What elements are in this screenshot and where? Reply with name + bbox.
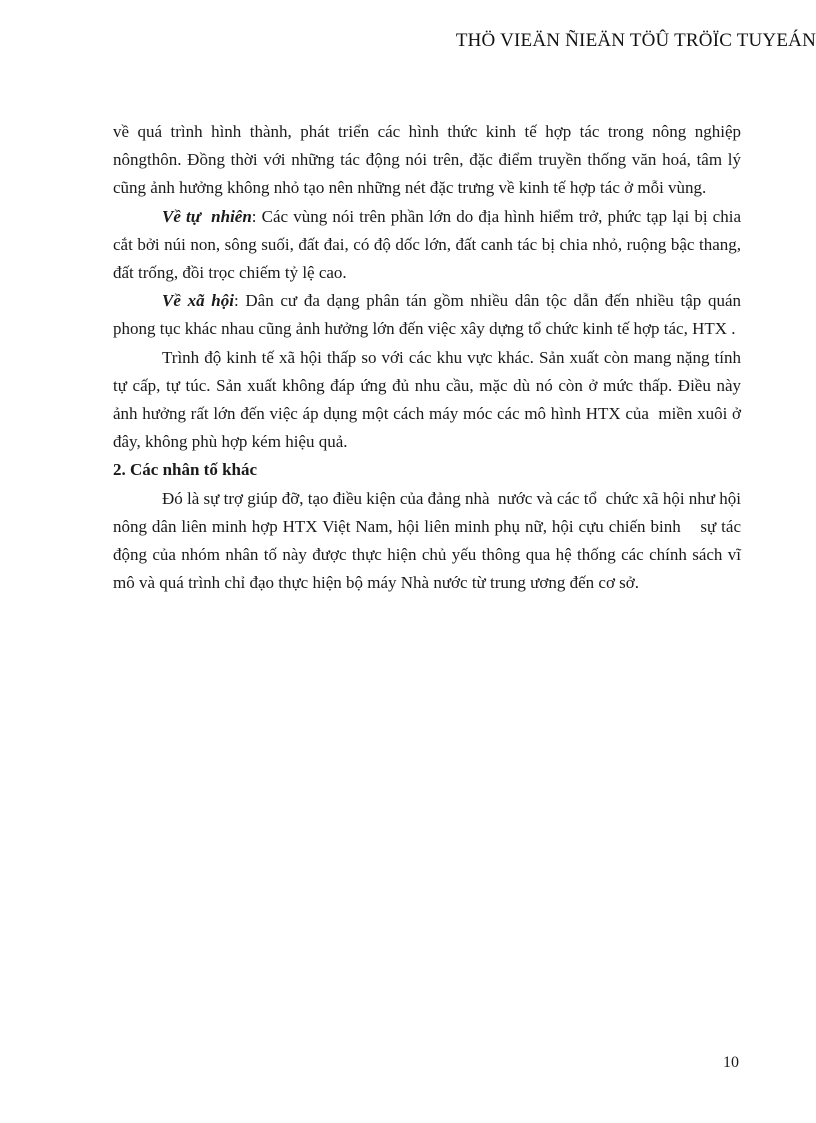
paragraph-social bbox=[113, 287, 741, 343]
paragraph-natural bbox=[113, 203, 741, 288]
paragraph-text-natural: : Các vùng nói trên phần lớn do địa hình hiểm trở, phức tạp lại bị chia cắt bởi núi non, sông suối, đất đai, có độ dốc lớn, đất canh tác bị chia nhỏ, ruộng bậc thang, đất trống, đồi trọc chiếm tỷ lệ cao. bbox=[113, 206, 741, 283]
paragraph-continuation: về quá trình hình thành, phát triển các hình thức kinh tế hợp tác trong nông nghiệp nôngthôn. Đồng thời với những tác động nói trên, đặc điểm truyền thống văn hoá, tâm lý cũng ảnh hưởng không nhỏ tạo nên những nét đặc trưng về kinh tế hợp tác ở mỗi vùng. bbox=[113, 122, 763, 198]
page-number: 10 bbox=[723, 1054, 739, 1071]
document-body bbox=[113, 118, 763, 597]
paragraph-economy: Trình độ kinh tế xã hội thấp so với các khu vực khác. Sản xuất còn mang nặng tính tự cấp, tự túc. Sản xuất không đáp ứng đủ nhu cầu, mặc dù nó còn ở mức thấp. Điều này ảnh hưởng rất lớn đến việc áp dụng một cách máy móc các mô hình HTX của miền xuôi ở đây, không phù hợp kém hiệu quả. bbox=[113, 347, 746, 452]
running-header: THÖ VIEÄN ÑIEÄN TÖÛ TRÖÏC TUYEÁN bbox=[455, 30, 816, 51]
paragraph-other-factors: Đó là sự trợ giúp đỡ, tạo điều kiện của đảng nhà nước và các tổ chức xã hội như hội nông dân liên minh hợp HTX Việt Nam, hội liên minh phụ nữ, hội cựu chiến binh sự tác động của nhóm nhân tố này được thực hiện chủ yếu thông qua hệ thống các chính sách vĩ mô và quá trình chỉ đạo thực hiện bộ máy Nhà nước từ trung ương đến cơ sở. bbox=[113, 488, 746, 593]
paragraph-text-social: : Dân cư đa dạng phân tán gồm nhiều dân tộc dẫn đến nhiều tập quán phong tục khác nhau cũng ảnh hưởng lớn đến việc xây dựng tổ chức kinh tế hợp tác, HTX . bbox=[113, 291, 741, 339]
paragraph-lead-social: Về xã hội bbox=[162, 291, 234, 311]
paragraph-lead-natural: Về tự nhiên bbox=[162, 206, 252, 226]
section-heading: 2. Các nhân tố khác bbox=[113, 460, 258, 480]
